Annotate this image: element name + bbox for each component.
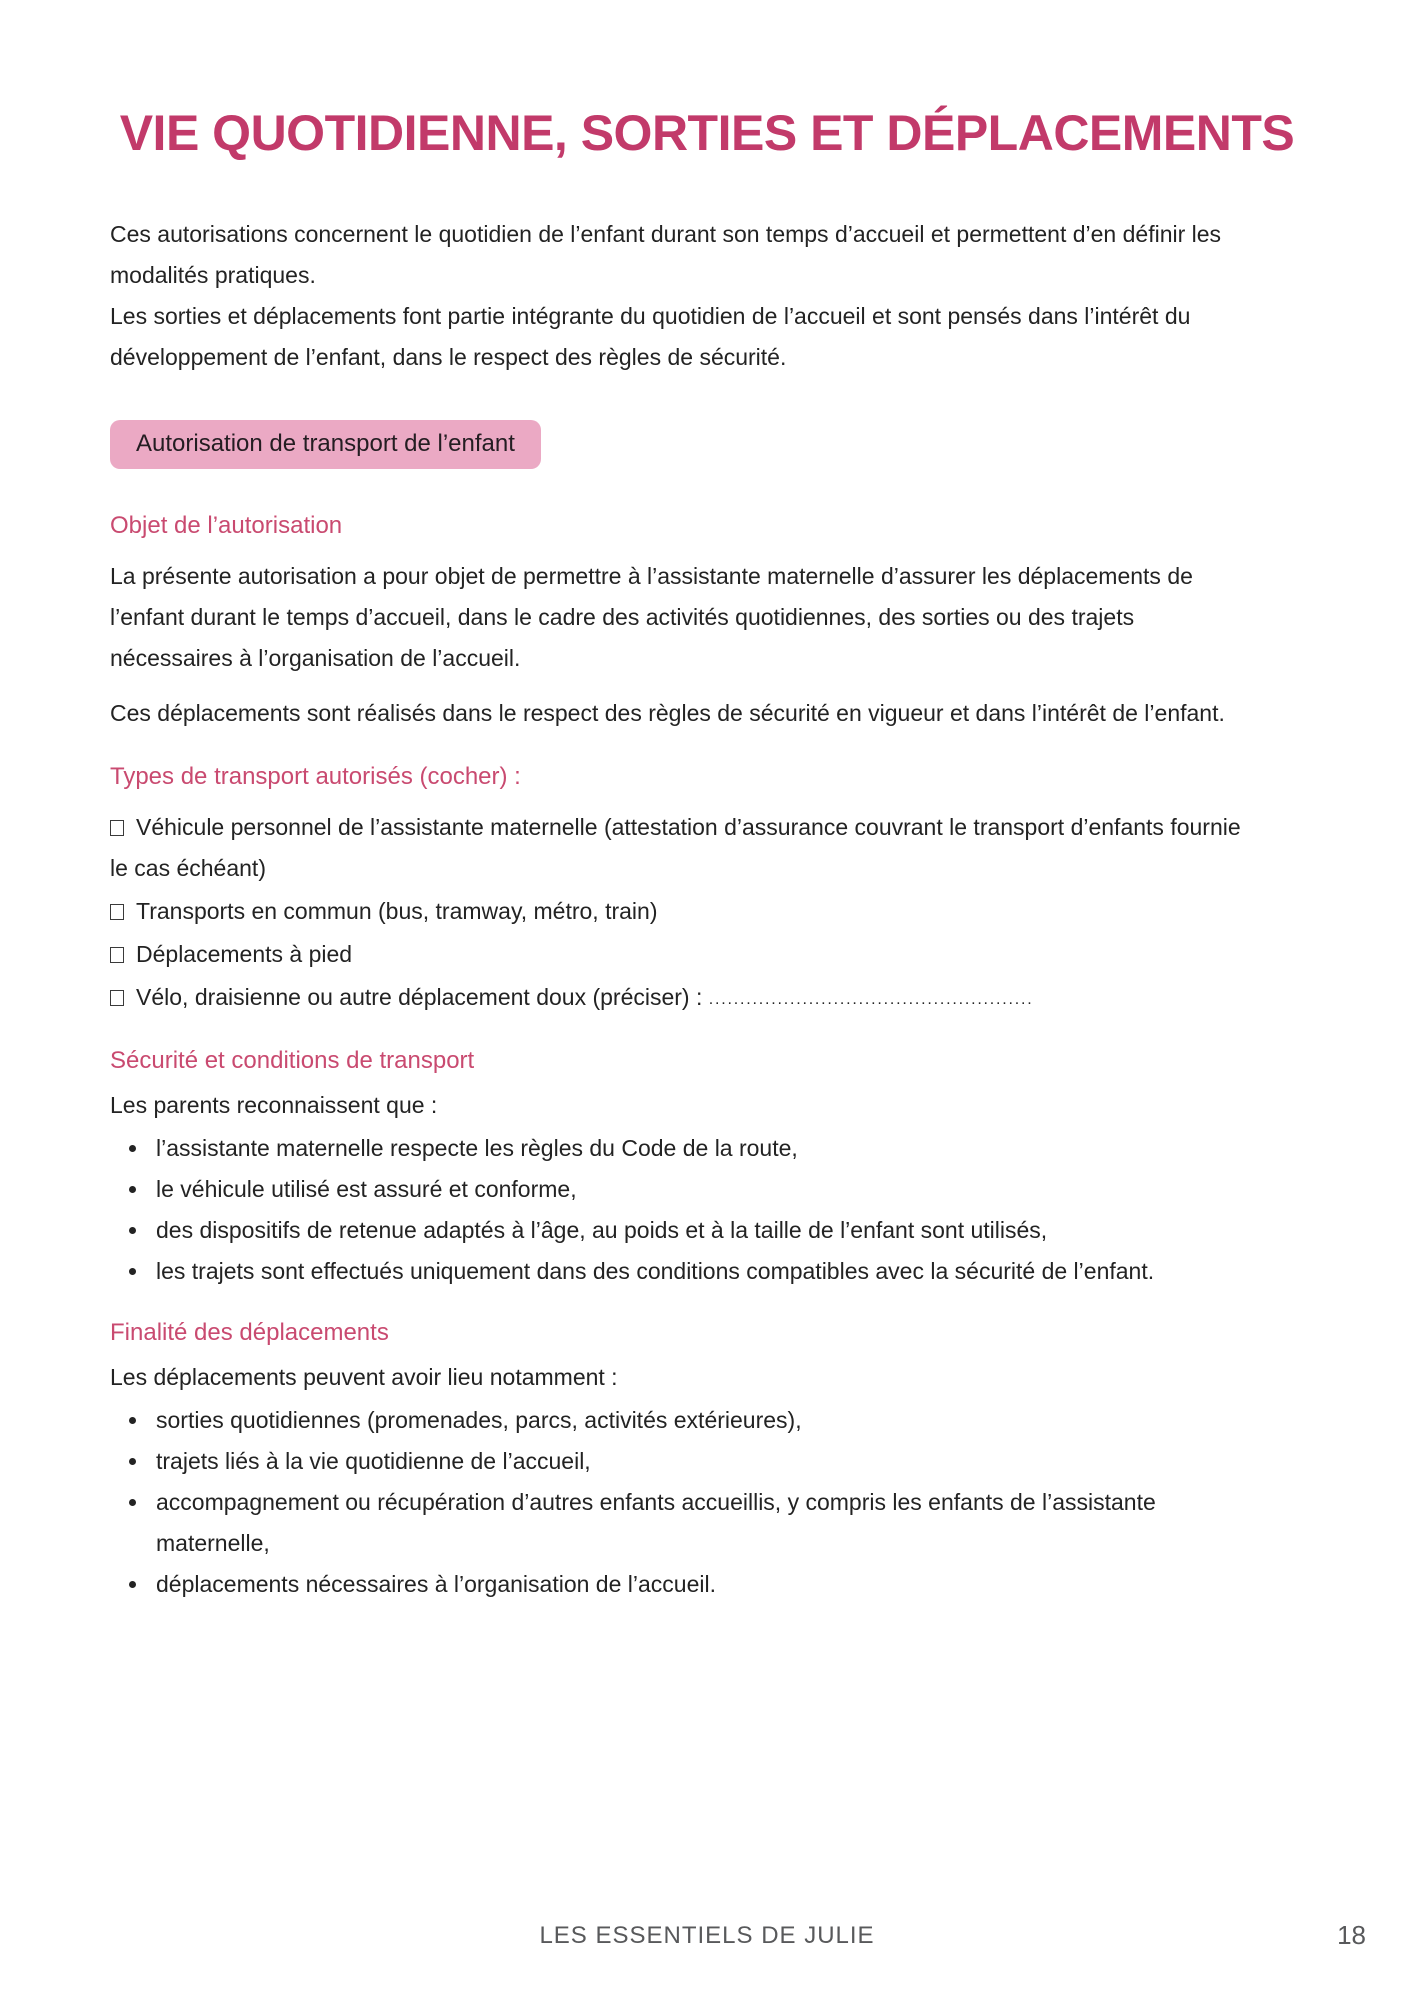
list-item: • des dispositifs de retenue adaptés à l’âge, au poids et à la taille de l’enfant sont utilisés,	[150, 1210, 1250, 1251]
section-heading-objet: Objet de l’autorisation	[110, 512, 343, 539]
list-item: • l’assistante maternelle respecte les règles du Code de la route,	[150, 1128, 1250, 1169]
page-number: 18	[1337, 1920, 1366, 1950]
section-badge-wrap	[110, 420, 1250, 469]
checkbox-label: Véhicule personnel de l’assistante maternelle (attestation d’assurance couvrant le transport d’enfants fournie le cas échéant)	[110, 814, 1241, 881]
list-item: • le véhicule utilisé est assuré et conforme,	[150, 1169, 1250, 1210]
page-content	[110, 214, 1250, 1605]
checkbox-row	[110, 977, 1250, 1020]
list-item: • sorties quotidiennes (promenades, parcs, activités extérieures),	[150, 1400, 1250, 1441]
checkbox-transports-commun[interactable]	[110, 904, 124, 920]
footer-brand: LES ESSENTIELS DE JULIE	[539, 1922, 875, 1949]
section-heading-types-transport: Types de transport autorisés (cocher) :	[110, 763, 521, 790]
checkbox-label: Vélo, draisienne ou autre déplacement doux (préciser) :	[136, 984, 703, 1010]
checkbox-deplacements-pied[interactable]	[110, 947, 124, 963]
list-item: • déplacements nécessaires à l’organisation de l’accueil.	[150, 1564, 1250, 1605]
intro-paragraph: Les sorties et déplacements font partie intégrante du quotidien de l’accueil et sont pensés dans l’intérêt du développement de l’enfant, dans le respect des règles de sécurité.	[110, 303, 1191, 370]
checkbox-row	[110, 934, 1250, 975]
checkbox-label: Transports en commun (bus, tramway, métro, train)	[136, 898, 658, 924]
checkbox-velo-draisienne[interactable]	[110, 990, 124, 1006]
page-title: VIE QUOTIDIENNE, SORTIES ET DÉPLACEMENTS	[119, 105, 1295, 161]
checkbox-label: Déplacements à pied	[136, 941, 353, 967]
body-paragraph: Ces déplacements sont réalisés dans le respect des règles de sécurité en vigueur et dans l’intérêt de l’enfant.	[110, 700, 1225, 726]
checkbox-row	[110, 891, 1250, 932]
section-heading-finalite: Finalité des déplacements	[110, 1319, 389, 1346]
dotted-fill-line[interactable]: ....................................................	[708, 991, 1034, 1008]
section-badge: Autorisation de transport de l’enfant	[110, 420, 541, 469]
body-paragraph: La présente autorisation a pour objet de permettre à l’assistante maternelle d’assurer les déplacements de l’enfant durant le temps d’accueil, dans le cadre des activités quotidiennes, des sorties ou des trajets nécessaires à l’organisation de l’accueil.	[110, 563, 1193, 671]
checkbox-row	[110, 807, 1250, 889]
list-item: • les trajets sont effectués uniquement dans des conditions compatibles avec la sécurité de l’enfant.	[150, 1251, 1250, 1292]
lead-paragraph: Les parents reconnaissent que :	[110, 1092, 438, 1118]
lead-paragraph: Les déplacements peuvent avoir lieu notamment :	[110, 1364, 618, 1390]
list-item: • trajets liés à la vie quotidienne de l’accueil,	[150, 1441, 1250, 1482]
intro-block	[110, 214, 1250, 378]
section-heading-securite: Sécurité et conditions de transport	[110, 1047, 475, 1074]
bullet-list-securite	[110, 1128, 1250, 1292]
list-item: • accompagnement ou récupération d’autres enfants accueillis, y compris les enfants de l’assistante maternelle,	[150, 1482, 1250, 1564]
checkbox-vehicule-personnel[interactable]	[110, 820, 124, 836]
intro-paragraph: Ces autorisations concernent le quotidien de l’enfant durant son temps d’accueil et permettent d’en définir les modalités pratiques.	[110, 221, 1222, 288]
bullet-list-finalite	[110, 1400, 1250, 1605]
